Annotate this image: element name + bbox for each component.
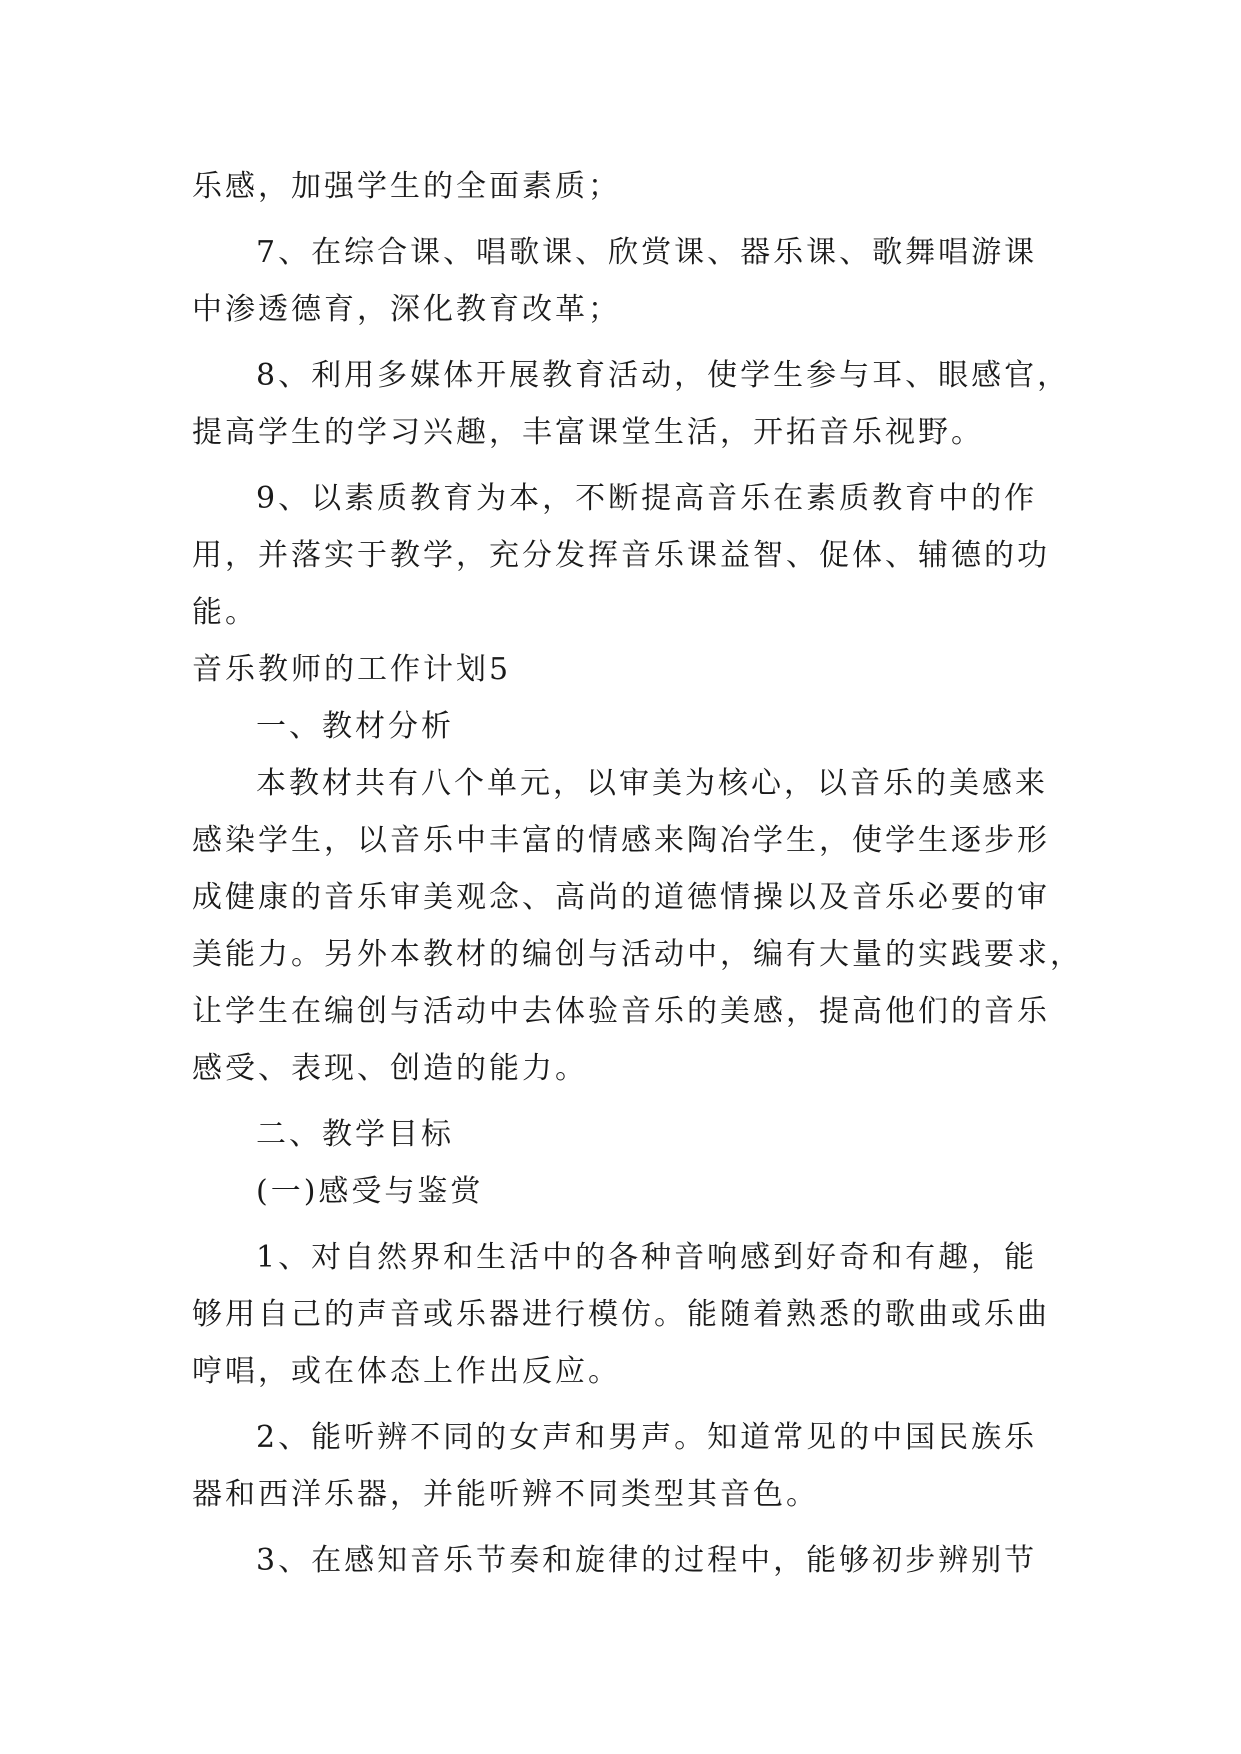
text-line: 中渗透德育，深化教育改革； <box>192 292 621 327</box>
text-line: 成健康的音乐审美观念、高尚的道德情操以及音乐必要的审 <box>192 880 1050 915</box>
text-line: 9、以素质教育为本，不断提高音乐在素质教育中的作 <box>256 481 1038 516</box>
document-page <box>192 158 1083 1589</box>
section-heading: 音乐教师的工作计划5 <box>192 652 512 687</box>
text-line: 感受、表现、创造的能力。 <box>192 1051 588 1086</box>
text-line: 用，并落实于教学，充分发挥音乐课益智、促体、辅德的功 <box>192 538 1050 573</box>
text-line: 本教材共有八个单元，以审美为核心，以音乐的美感来 <box>256 766 1048 801</box>
text-line: 3、在感知音乐节奏和旋律的过程中，能够初步辨别节 <box>256 1543 1038 1578</box>
subheading: (一)感受与鉴赏 <box>256 1174 484 1209</box>
text-line: 感染学生，以音乐中丰富的情感来陶冶学生，使学生逐步形 <box>192 823 1050 858</box>
text-line: 器和西洋乐器，并能听辨不同类型其音色。 <box>192 1477 819 1512</box>
text-line: 提高学生的学习兴趣，丰富课堂生活，开拓音乐视野。 <box>192 415 984 450</box>
subheading: 二、教学目标 <box>256 1117 454 1152</box>
subheading: 一、教材分析 <box>256 709 454 744</box>
text-line: 哼唱，或在体态上作出反应。 <box>192 1354 621 1389</box>
text-line: 1、对自然界和生活中的各种音响感到好奇和有趣，能 <box>256 1240 1038 1275</box>
text-line: 7、在综合课、唱歌课、欣赏课、器乐课、歌舞唱游课 <box>256 235 1038 270</box>
text-line: 让学生在编创与活动中去体验音乐的美感，提高他们的音乐 <box>192 994 1050 1029</box>
text-line: 美能力。另外本教材的编创与活动中，编有大量的实践要求， <box>192 937 1083 972</box>
text-line: 乐感，加强学生的全面素质； <box>192 169 621 204</box>
text-line: 够用自己的声音或乐器进行模仿。能随着熟悉的歌曲或乐曲 <box>192 1297 1050 1332</box>
text-line: 2、能听辨不同的女声和男声。知道常见的中国民族乐 <box>256 1420 1038 1455</box>
text-line: 能。 <box>192 595 258 630</box>
text-line: 8、利用多媒体开展教育活动，使学生参与耳、眼感官， <box>256 358 1071 393</box>
